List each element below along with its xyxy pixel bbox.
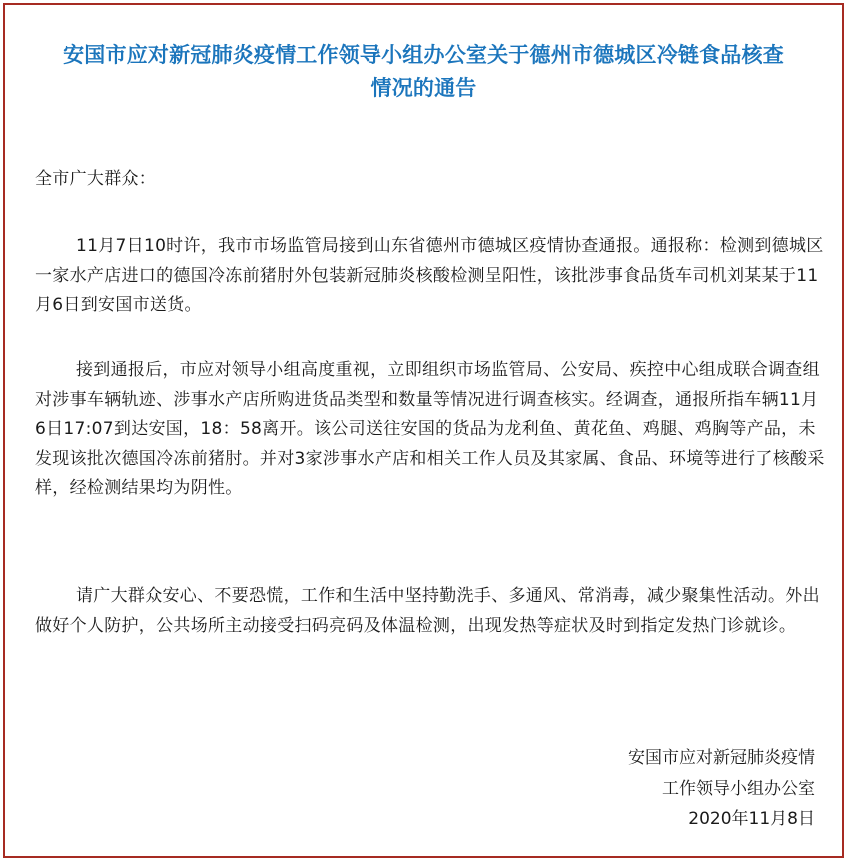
notice-title <box>25 39 822 105</box>
title-line-2: 情况的通告 <box>370 76 477 100</box>
salutation: 全市广大群众： <box>35 169 157 189</box>
signature-date: 2020年11月8日 <box>688 809 815 829</box>
paragraph-3: 请广大群众安心、不要恐慌，工作和生活中坚持勤洗手、多通风、常消毒，减少聚集性活动。外出做好个人防护，公共场所主动接受扫码亮码及体温检测，出现发热等症状及时到指定发热门诊就诊。 <box>35 586 820 636</box>
notice-frame <box>3 3 844 858</box>
paragraph-1: 11月7日10时许，我市市场监管局接到山东省德州市德城区疫情协查通报。通报称：检测到德城区一家水产店进口的德国冷冻前猪肘外包装新冠肺炎核酸检测呈阳性，该批涉事食品货车司机刘某某于11月6日到安国市送货。 <box>35 236 824 315</box>
paragraph-2: 接到通报后，市应对领导小组高度重视，立即组织市场监管局、公安局、疾控中心组成联合调查组对涉事车辆轨迹、涉事水产店所购进货品类型和数量等情况进行调查核实。经调查，通报所指车辆11月6日17:07到达安国，18：58离开。该公司送往安国的货品为龙利鱼、黄花鱼、鸡腿、鸡胸等产品，未发现该批次德国冷冻前猪肘。并对3家涉事水产店和相关工作人员及其家属、食品、环境等进行了核酸采样，经检测结果均为阴性。 <box>35 360 825 498</box>
signature-org-line-1: 安国市应对新冠肺炎疫情 <box>628 748 815 768</box>
signature-org-line-2: 工作领导小组办公室 <box>662 778 815 799</box>
title-line-1: 安国市应对新冠肺炎疫情工作领导小组办公室关于德州市德城区冷链食品核查 <box>63 43 784 67</box>
signature-block <box>628 743 815 835</box>
